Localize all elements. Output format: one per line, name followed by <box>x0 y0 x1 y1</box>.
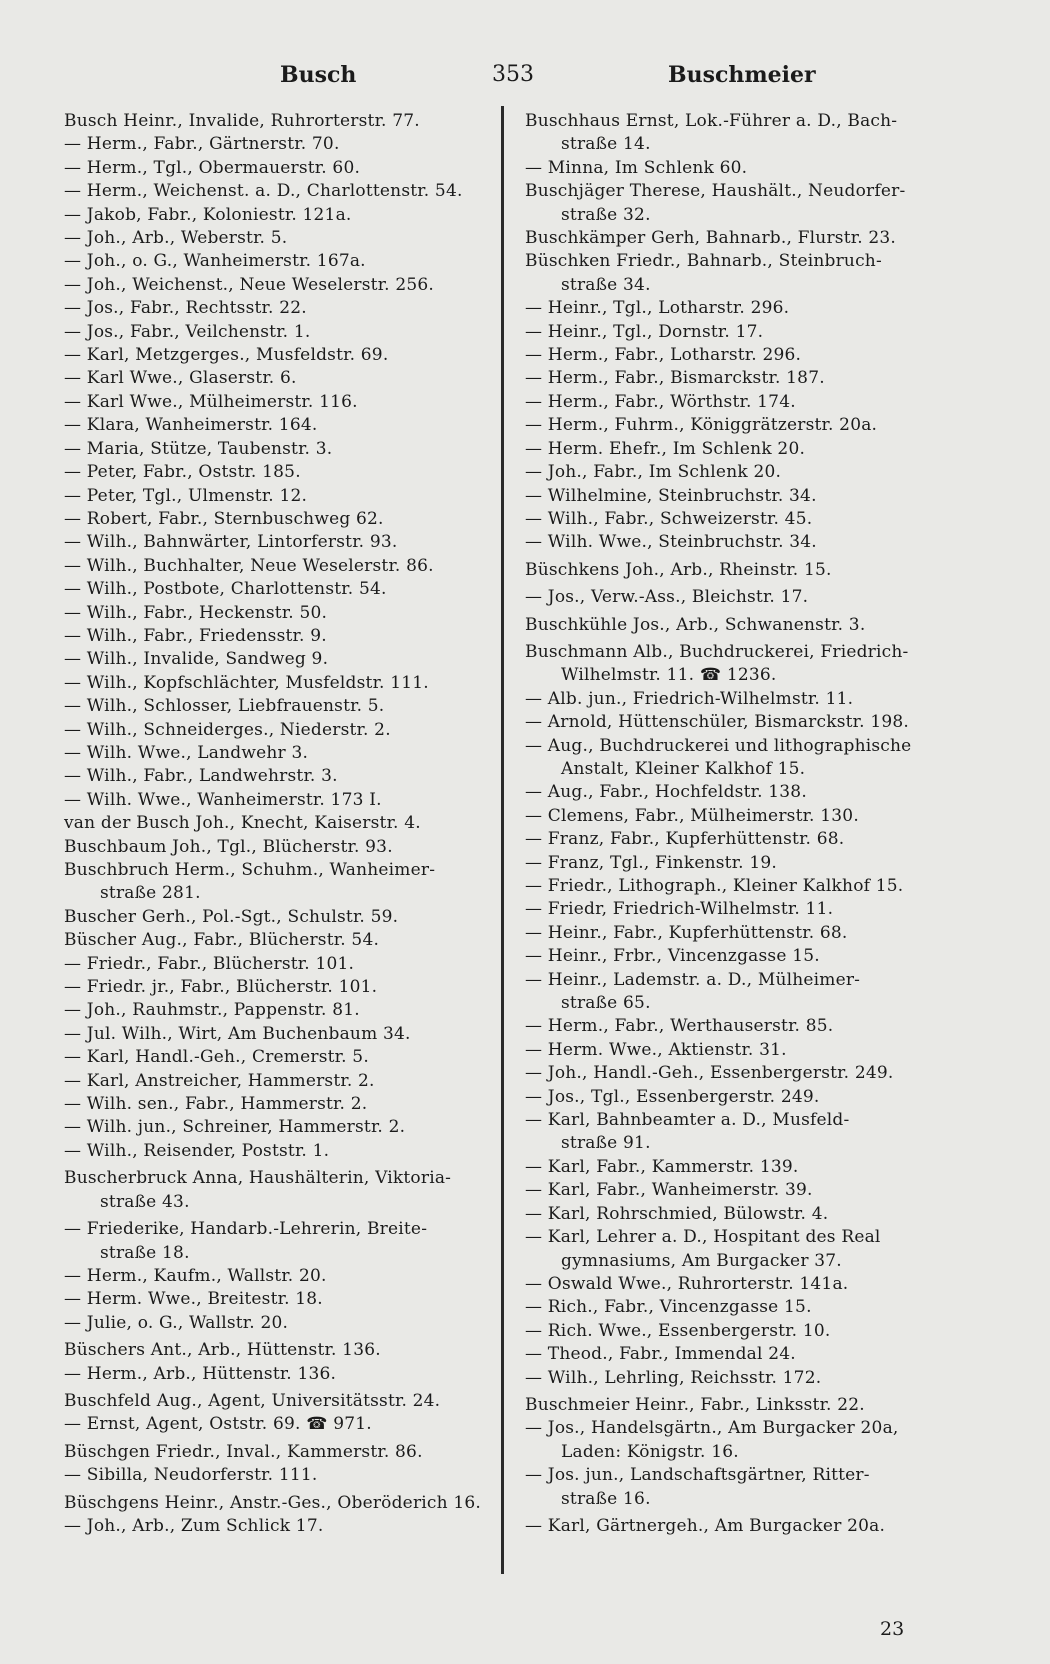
directory-entry: straße 65. <box>561 993 651 1014</box>
directory-entry: — Wilh. jun., Schreiner, Hammerstr. 2. <box>64 1117 406 1138</box>
directory-entry: — Aug., Fabr., Hochfeldstr. 138. <box>525 782 807 803</box>
directory-entry: — Arnold, Hüttenschüler, Bismarckstr. 198. <box>525 712 910 733</box>
directory-entry: — Karl, Fabr., Wanheimerstr. 39. <box>525 1180 813 1201</box>
header-right-word: Buschmeier <box>668 62 816 88</box>
directory-entry: — Maria, Stütze, Taubenstr. 3. <box>64 438 333 459</box>
directory-entry: — Friedr., Fabr., Blücherstr. 101. <box>64 953 355 974</box>
directory-entry: — Karl, Metzgerges., Musfeldstr. 69. <box>64 345 389 366</box>
directory-entry: — Jul. Wilh., Wirt, Am Buchenbaum 34. <box>64 1023 411 1044</box>
directory-entry: — Jos., Tgl., Essenbergerstr. 249. <box>525 1086 820 1107</box>
directory-entry: — Sibilla, Neudorferstr. 111. <box>64 1465 318 1486</box>
directory-entry: Buschmann Alb., Buchdruckerei, Friedrich- <box>525 641 909 662</box>
directory-entry: — Heinr., Fabr., Kupferhüttenstr. 68. <box>525 922 848 943</box>
directory-entry: Büschgens Heinr., Anstr.-Ges., Oberöderich 16. <box>64 1492 482 1513</box>
right-column <box>525 110 955 1538</box>
directory-entry: — Franz, Tgl., Finkenstr. 19. <box>525 852 777 873</box>
directory-entry: — Karl, Bahnbeamter a. D., Musfeld- <box>525 1110 850 1131</box>
directory-entry: — Aug., Buchdruckerei und lithographische <box>525 735 912 756</box>
directory-entry: — Wilh., Bahnwärter, Lintorferstr. 93. <box>64 532 398 553</box>
directory-entry: — Wilh., Buchhalter, Neue Weselerstr. 86. <box>64 555 434 576</box>
directory-entry: — Peter, Fabr., Oststr. 185. <box>64 462 301 483</box>
directory-entry: Buschkühle Jos., Arb., Schwanenstr. 3. <box>525 614 866 635</box>
directory-entry: — Wilh., Invalide, Sandweg 9. <box>64 649 329 670</box>
directory-entry: — Karl, Lehrer a. D., Hospitant des Real <box>525 1227 881 1248</box>
directory-entry: Buschhaus Ernst, Lok.-Führer a. D., Bach- <box>525 111 898 131</box>
directory-entry: — Joh., Handl.-Geh., Essenbergerstr. 249. <box>525 1063 894 1084</box>
header-left-word: Busch <box>280 62 357 88</box>
directory-entry: — Ernst, Agent, Oststr. 69. ☎ 971. <box>64 1414 372 1435</box>
directory-entry: Büscher Aug., Fabr., Blücherstr. 54. <box>64 930 380 951</box>
directory-entry: Wilhelmstr. 11. ☎ 1236. <box>561 665 777 686</box>
directory-entry: — Jos., Fabr., Rechtsstr. 22. <box>64 298 307 319</box>
directory-entry: Buschbaum Joh., Tgl., Blücherstr. 93. <box>64 836 393 857</box>
directory-entry: — Joh., Weichenst., Neue Weselerstr. 256. <box>64 274 435 295</box>
directory-entry: Buschfeld Aug., Agent, Universitätsstr. 24. <box>64 1390 441 1411</box>
directory-entry: — Wilh., Fabr., Landwehrstr. 3. <box>64 766 338 787</box>
directory-entry: — Karl, Handl.-Geh., Cremerstr. 5. <box>64 1047 369 1068</box>
directory-entry: Buscher Gerh., Pol.-Sgt., Schulstr. 59. <box>64 906 399 927</box>
directory-entry: straße 91. <box>561 1133 651 1154</box>
directory-entry: Buschbruch Herm., Schuhm., Wanheimer- <box>64 860 436 880</box>
directory-entry: — Jos., Fabr., Veilchenstr. 1. <box>64 321 311 342</box>
column-divider <box>501 106 504 1574</box>
directory-entry: — Karl, Gärtnergeh., Am Burgacker 20a. <box>525 1515 886 1536</box>
directory-entry: Büschgen Friedr., Inval., Kammerstr. 86. <box>64 1441 423 1462</box>
directory-entry: — Herm. Wwe., Breitestr. 18. <box>64 1289 323 1310</box>
directory-entry: — Joh., o. G., Wanheimerstr. 167a. <box>64 251 366 272</box>
directory-entry: — Clemens, Fabr., Mülheimerstr. 130. <box>525 805 859 826</box>
directory-entry: — Wilhelmine, Steinbruchstr. 34. <box>525 485 817 506</box>
directory-entry: — Karl Wwe., Mülheimerstr. 116. <box>64 391 358 412</box>
directory-entry: — Wilh. Wwe., Landwehr 3. <box>64 742 309 763</box>
directory-entry: — Minna, Im Schlenk 60. <box>525 157 748 178</box>
directory-entry: — Wilh., Schlosser, Liebfrauenstr. 5. <box>64 696 385 717</box>
directory-entry: — Robert, Fabr., Sternbuschweg 62. <box>64 508 384 529</box>
directory-entry: — Karl, Fabr., Kammerstr. 139. <box>525 1156 799 1177</box>
directory-entry: gymnasiums, Am Burgacker 37. <box>561 1250 842 1271</box>
directory-entry: — Herm. Wwe., Aktienstr. 31. <box>525 1039 787 1060</box>
directory-entry: — Wilh., Schneiderges., Niederstr. 2. <box>64 719 391 740</box>
directory-entry: — Herm. Ehefr., Im Schlenk 20. <box>525 438 806 459</box>
directory-entry: — Heinr., Tgl., Lotharstr. 296. <box>525 298 790 319</box>
directory-entry: — Klara, Wanheimerstr. 164. <box>64 415 318 436</box>
directory-entry: — Herm., Tgl., Obermauerstr. 60. <box>64 157 361 178</box>
directory-entry: — Herm., Fabr., Lotharstr. 296. <box>525 345 802 366</box>
directory-entry: — Friedr., Lithograph., Kleiner Kalkhof 15. <box>525 876 904 896</box>
directory-entry: — Wilh., Lehrling, Reichsstr. 172. <box>525 1367 822 1388</box>
directory-entry: Buschkämper Gerh, Bahnarb., Flurstr. 23. <box>525 228 897 249</box>
directory-entry: — Friedr. jr., Fabr., Blücherstr. 101. <box>64 977 378 998</box>
directory-entry: — Oswald Wwe., Ruhrorterstr. 141a. <box>525 1273 849 1294</box>
directory-entry: straße 16. <box>561 1488 651 1509</box>
directory-entry: — Herm., Kaufm., Wallstr. 20. <box>64 1265 327 1286</box>
directory-entry: — Heinr., Frbr., Vincenzgasse 15. <box>525 946 820 967</box>
directory-entry: — Wilh., Reisender, Poststr. 1. <box>64 1140 330 1161</box>
directory-entry: — Wilh., Kopfschlächter, Musfeldstr. 111. <box>64 672 429 693</box>
directory-entry: — Herm., Fuhrm., Königgrätzerstr. 20a. <box>525 415 878 436</box>
directory-entry: — Herm., Weichenst. a. D., Charlottenstr. 54. <box>64 181 463 202</box>
directory-entry: straße 34. <box>561 274 651 295</box>
directory-entry: — Julie, o. G., Wallstr. 20. <box>64 1312 289 1333</box>
directory-entry: — Jos., Verw.-Ass., Bleichstr. 17. <box>525 587 809 608</box>
directory-entry: — Wilh. sen., Fabr., Hammerstr. 2. <box>64 1094 368 1115</box>
directory-entry: Buschmeier Heinr., Fabr., Linksstr. 22. <box>525 1394 865 1415</box>
directory-entry: — Karl, Anstreicher, Hammerstr. 2. <box>64 1070 375 1091</box>
directory-entry: straße 18. <box>100 1242 190 1263</box>
directory-entry: — Wilh., Fabr., Schweizerstr. 45. <box>525 508 813 529</box>
directory-entry: — Jos., Handelsgärtn., Am Burgacker 20a, <box>525 1418 899 1439</box>
directory-entry: — Franz, Fabr., Kupferhüttenstr. 68. <box>525 829 845 850</box>
directory-entry: — Jos. jun., Landschaftsgärtner, Ritter- <box>525 1465 870 1486</box>
directory-entry: — Wilh., Fabr., Friedensstr. 9. <box>64 625 327 646</box>
directory-entry: — Herm., Fabr., Wörthstr. 174. <box>525 391 796 412</box>
directory-entry: — Wilh. Wwe., Wanheimerstr. 173 I. <box>64 789 382 810</box>
directory-entry: Anstalt, Kleiner Kalkhof 15. <box>561 758 806 779</box>
directory-entry: Büschkens Joh., Arb., Rheinstr. 15. <box>525 559 832 580</box>
directory-entry: Busch Heinr., Invalide, Ruhrorterstr. 77. <box>64 111 420 131</box>
page-number: 353 <box>492 62 534 87</box>
directory-entry: — Joh., Fabr., Im Schlenk 20. <box>525 462 782 483</box>
directory-entry: — Alb. jun., Friedrich-Wilhelmstr. 11. <box>525 688 854 709</box>
directory-entry: — Rich., Fabr., Vincenzgasse 15. <box>525 1297 812 1318</box>
directory-entry: — Friederike, Handarb.-Lehrerin, Breite- <box>64 1219 428 1240</box>
directory-entry: Buscherbruck Anna, Haushälterin, Viktoria- <box>64 1168 452 1189</box>
directory-entry: — Jakob, Fabr., Koloniestr. 121a. <box>64 204 352 225</box>
directory-entry: Büschers Ant., Arb., Hüttenstr. 136. <box>64 1340 381 1361</box>
directory-entry: — Wilh., Postbote, Charlottenstr. 54. <box>64 579 387 600</box>
directory-entry: — Wilh., Fabr., Heckenstr. 50. <box>64 602 328 623</box>
directory-entry: — Peter, Tgl., Ulmenstr. 12. <box>64 485 308 506</box>
directory-entry: Laden: Königstr. 16. <box>561 1441 739 1462</box>
directory-entry: Buschjäger Therese, Haushält., Neudorfer- <box>525 181 906 202</box>
directory-entry: — Heinr., Tgl., Dornstr. 17. <box>525 321 764 342</box>
directory-entry: — Karl, Rohrschmied, Bülowstr. 4. <box>525 1203 829 1224</box>
directory-entry: — Wilh. Wwe., Steinbruchstr. 34. <box>525 532 817 553</box>
left-column <box>64 110 489 1538</box>
directory-entry: — Joh., Arb., Zum Schlick 17. <box>64 1515 324 1536</box>
sheet-signature: 23 <box>880 1618 905 1640</box>
directory-entry: — Theod., Fabr., Immendal 24. <box>525 1344 796 1365</box>
directory-entry: — Herm., Arb., Hüttenstr. 136. <box>64 1363 337 1384</box>
directory-entry: — Friedr, Friedrich-Wilhelmstr. 11. <box>525 899 834 920</box>
directory-entry: straße 281. <box>100 883 201 904</box>
directory-entry: — Joh., Arb., Weberstr. 5. <box>64 228 288 249</box>
directory-entry: — Herm., Fabr., Bismarckstr. 187. <box>525 368 825 389</box>
directory-entry: — Rich. Wwe., Essenbergerstr. 10. <box>525 1320 831 1341</box>
directory-entry: — Herm., Fabr., Werthauserstr. 85. <box>525 1016 834 1037</box>
directory-entry: straße 32. <box>561 204 651 225</box>
directory-entry: — Heinr., Lademstr. a. D., Mülheimer- <box>525 969 861 990</box>
directory-entry: — Herm., Fabr., Gärtnerstr. 70. <box>64 134 340 155</box>
directory-entry: straße 14. <box>561 134 651 155</box>
directory-entry: straße 43. <box>100 1191 190 1212</box>
directory-entry: van der Busch Joh., Knecht, Kaiserstr. 4. <box>64 813 421 834</box>
directory-entry: — Karl Wwe., Glaserstr. 6. <box>64 368 297 389</box>
directory-entry: — Joh., Rauhmstr., Pappenstr. 81. <box>64 1000 360 1021</box>
directory-entry: Büschken Friedr., Bahnarb., Steinbruch- <box>525 251 882 272</box>
